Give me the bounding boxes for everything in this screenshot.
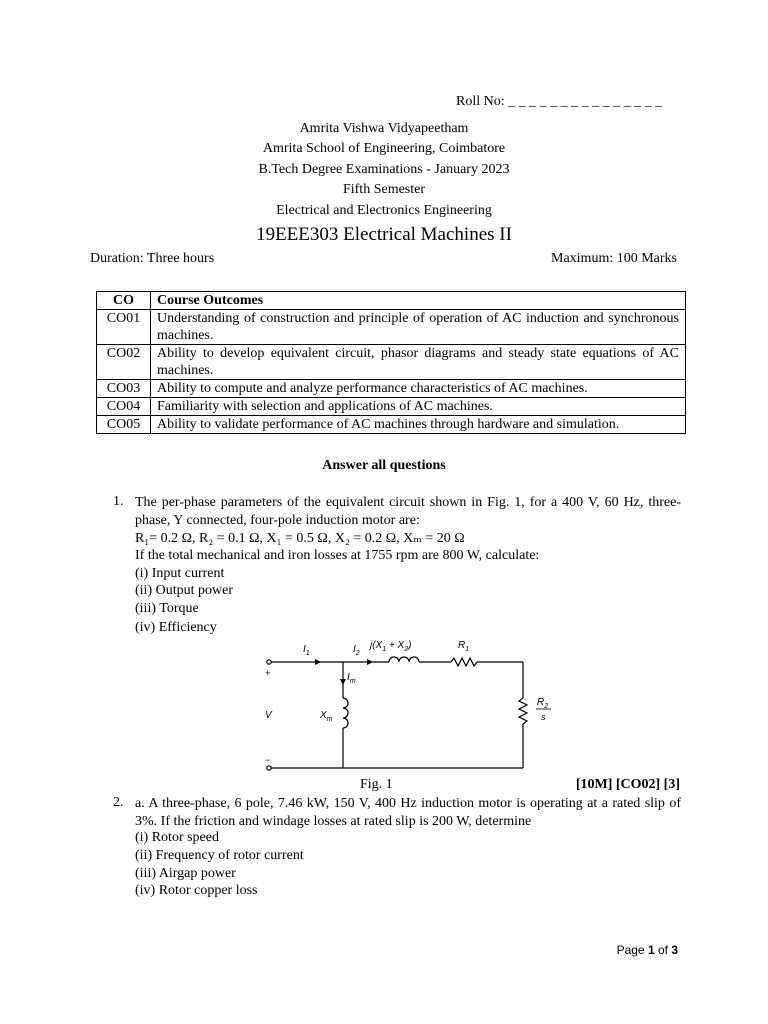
question-2-number: 2.	[113, 795, 124, 810]
voltage-label: V	[265, 710, 272, 721]
co-code: CO01	[97, 310, 151, 345]
max-marks: Maximum: 100 Marks	[551, 251, 677, 266]
question-2-part: (iv) Rotor copper loss	[135, 883, 258, 898]
instruction: Answer all questions	[322, 458, 446, 473]
r2-label: $R_2$	[537, 697, 549, 710]
r1-resistor-symbol	[451, 658, 477, 666]
table-row	[97, 345, 686, 380]
i2-arrow-icon	[367, 659, 373, 665]
co-code: CO05	[97, 416, 151, 434]
r1-label: $R_1$	[458, 640, 470, 653]
figure-caption: Fig. 1	[360, 777, 393, 792]
equivalent-circuit-diagram	[255, 632, 565, 777]
question-2-part: (i) Rotor speed	[135, 830, 219, 845]
co-header: CO	[97, 292, 151, 310]
course-title: 19EEE303 Electrical Machines II	[256, 224, 512, 245]
i2-label: $I_2$	[353, 644, 360, 657]
department: Electrical and Electronics Engineering	[276, 203, 492, 218]
question-2-part: (ii) Frequency of rotor current	[135, 848, 304, 863]
question-1-params: R₁= 0.2 Ω, R₂ = 0.1 Ω, X₁ = 0.5 Ω, X₂ = 0.2 Ω, Xₘ = 20 Ω	[135, 531, 465, 546]
i1-arrow-icon	[315, 659, 321, 665]
table-header-row	[97, 292, 686, 310]
negative-terminal	[267, 766, 271, 770]
xm-label: $X_m$	[320, 710, 333, 723]
duration: Duration: Three hours	[90, 251, 215, 266]
question-2-text: a. A three-phase, 6 pole, 7.46 kW, 150 V, 400 Hz induction motor is operating at a rated slip of 3%. If the friction and windage losses at rated slip is 200 W, determine	[135, 796, 681, 829]
series-inductor-symbol	[389, 657, 419, 662]
co-code: CO02	[97, 345, 151, 380]
question-1-part: (ii) Output power	[135, 583, 233, 598]
co-outcome: Ability to validate performance of AC machines through hardware and simulation.	[151, 416, 686, 434]
table-row	[97, 380, 686, 398]
im-arrow-icon	[340, 679, 346, 685]
page-number: 1	[647, 943, 655, 957]
question-1-part: (iv) Efficiency	[135, 620, 217, 635]
co-code: CO04	[97, 398, 151, 416]
page-of: of	[654, 943, 672, 957]
co-outcome: Understanding of construction and principle of operation of AC induction and synchronous machines.	[151, 310, 686, 345]
roll-number-field: Roll No: _ _ _ _ _ _ _ _ _ _ _ _ _ _ _	[456, 94, 663, 109]
plus-sign: +	[265, 668, 271, 678]
series-reactance-label: $j(X_1 + X_2)$	[370, 640, 412, 653]
page-footer	[617, 943, 678, 957]
page-prefix: Page	[616, 943, 648, 957]
table-row	[97, 310, 686, 345]
r2-load-resistor-symbol	[519, 698, 527, 724]
i1-label: $I_1$	[303, 644, 310, 657]
table-row	[97, 416, 686, 434]
outcome-header: Course Outcomes	[151, 292, 686, 310]
course-outcomes-table	[96, 291, 686, 434]
exam-title: B.Tech Degree Examinations - January 2023	[258, 162, 510, 177]
question-1-text: The per-phase parameters of the equivalent circuit shown in Fig. 1, for a 400 V, 60 Hz, three-phase, Y connected, four-pole induction motor are:	[135, 495, 681, 528]
co-outcome: Familiarity with selection and applications of AC machines.	[151, 398, 686, 416]
im-label: $I_m$	[347, 672, 356, 685]
question-1-losses: If the total mechanical and iron losses at 1755 rpm are 800 W, calculate:	[135, 548, 540, 563]
co-outcome: Ability to develop equivalent circuit, phasor diagrams and steady state equations of AC machines.	[151, 345, 686, 380]
table-row	[97, 398, 686, 416]
slip-label: s	[541, 712, 546, 722]
question-1-number: 1.	[113, 494, 124, 509]
positive-terminal	[267, 660, 271, 664]
co-code: CO03	[97, 380, 151, 398]
question-1-part: (i) Input current	[135, 566, 225, 581]
question-1-marks: [10M] [CO02] [3]	[575, 777, 680, 792]
minus-sign: −	[265, 755, 271, 765]
co-outcome: Ability to compute and analyze performance characteristics of AC machines.	[151, 380, 686, 398]
page-total: 3	[671, 943, 678, 957]
school-name: Amrita School of Engineering, Coimbatore	[262, 141, 506, 156]
semester: Fifth Semester	[342, 182, 426, 197]
magnetizing-inductor-symbol	[343, 698, 348, 728]
university-name: Amrita Vishwa Vidyapeetham	[299, 121, 469, 136]
question-2-part: (iii) Airgap power	[135, 866, 236, 881]
question-1-part: (iii) Torque	[135, 601, 199, 616]
